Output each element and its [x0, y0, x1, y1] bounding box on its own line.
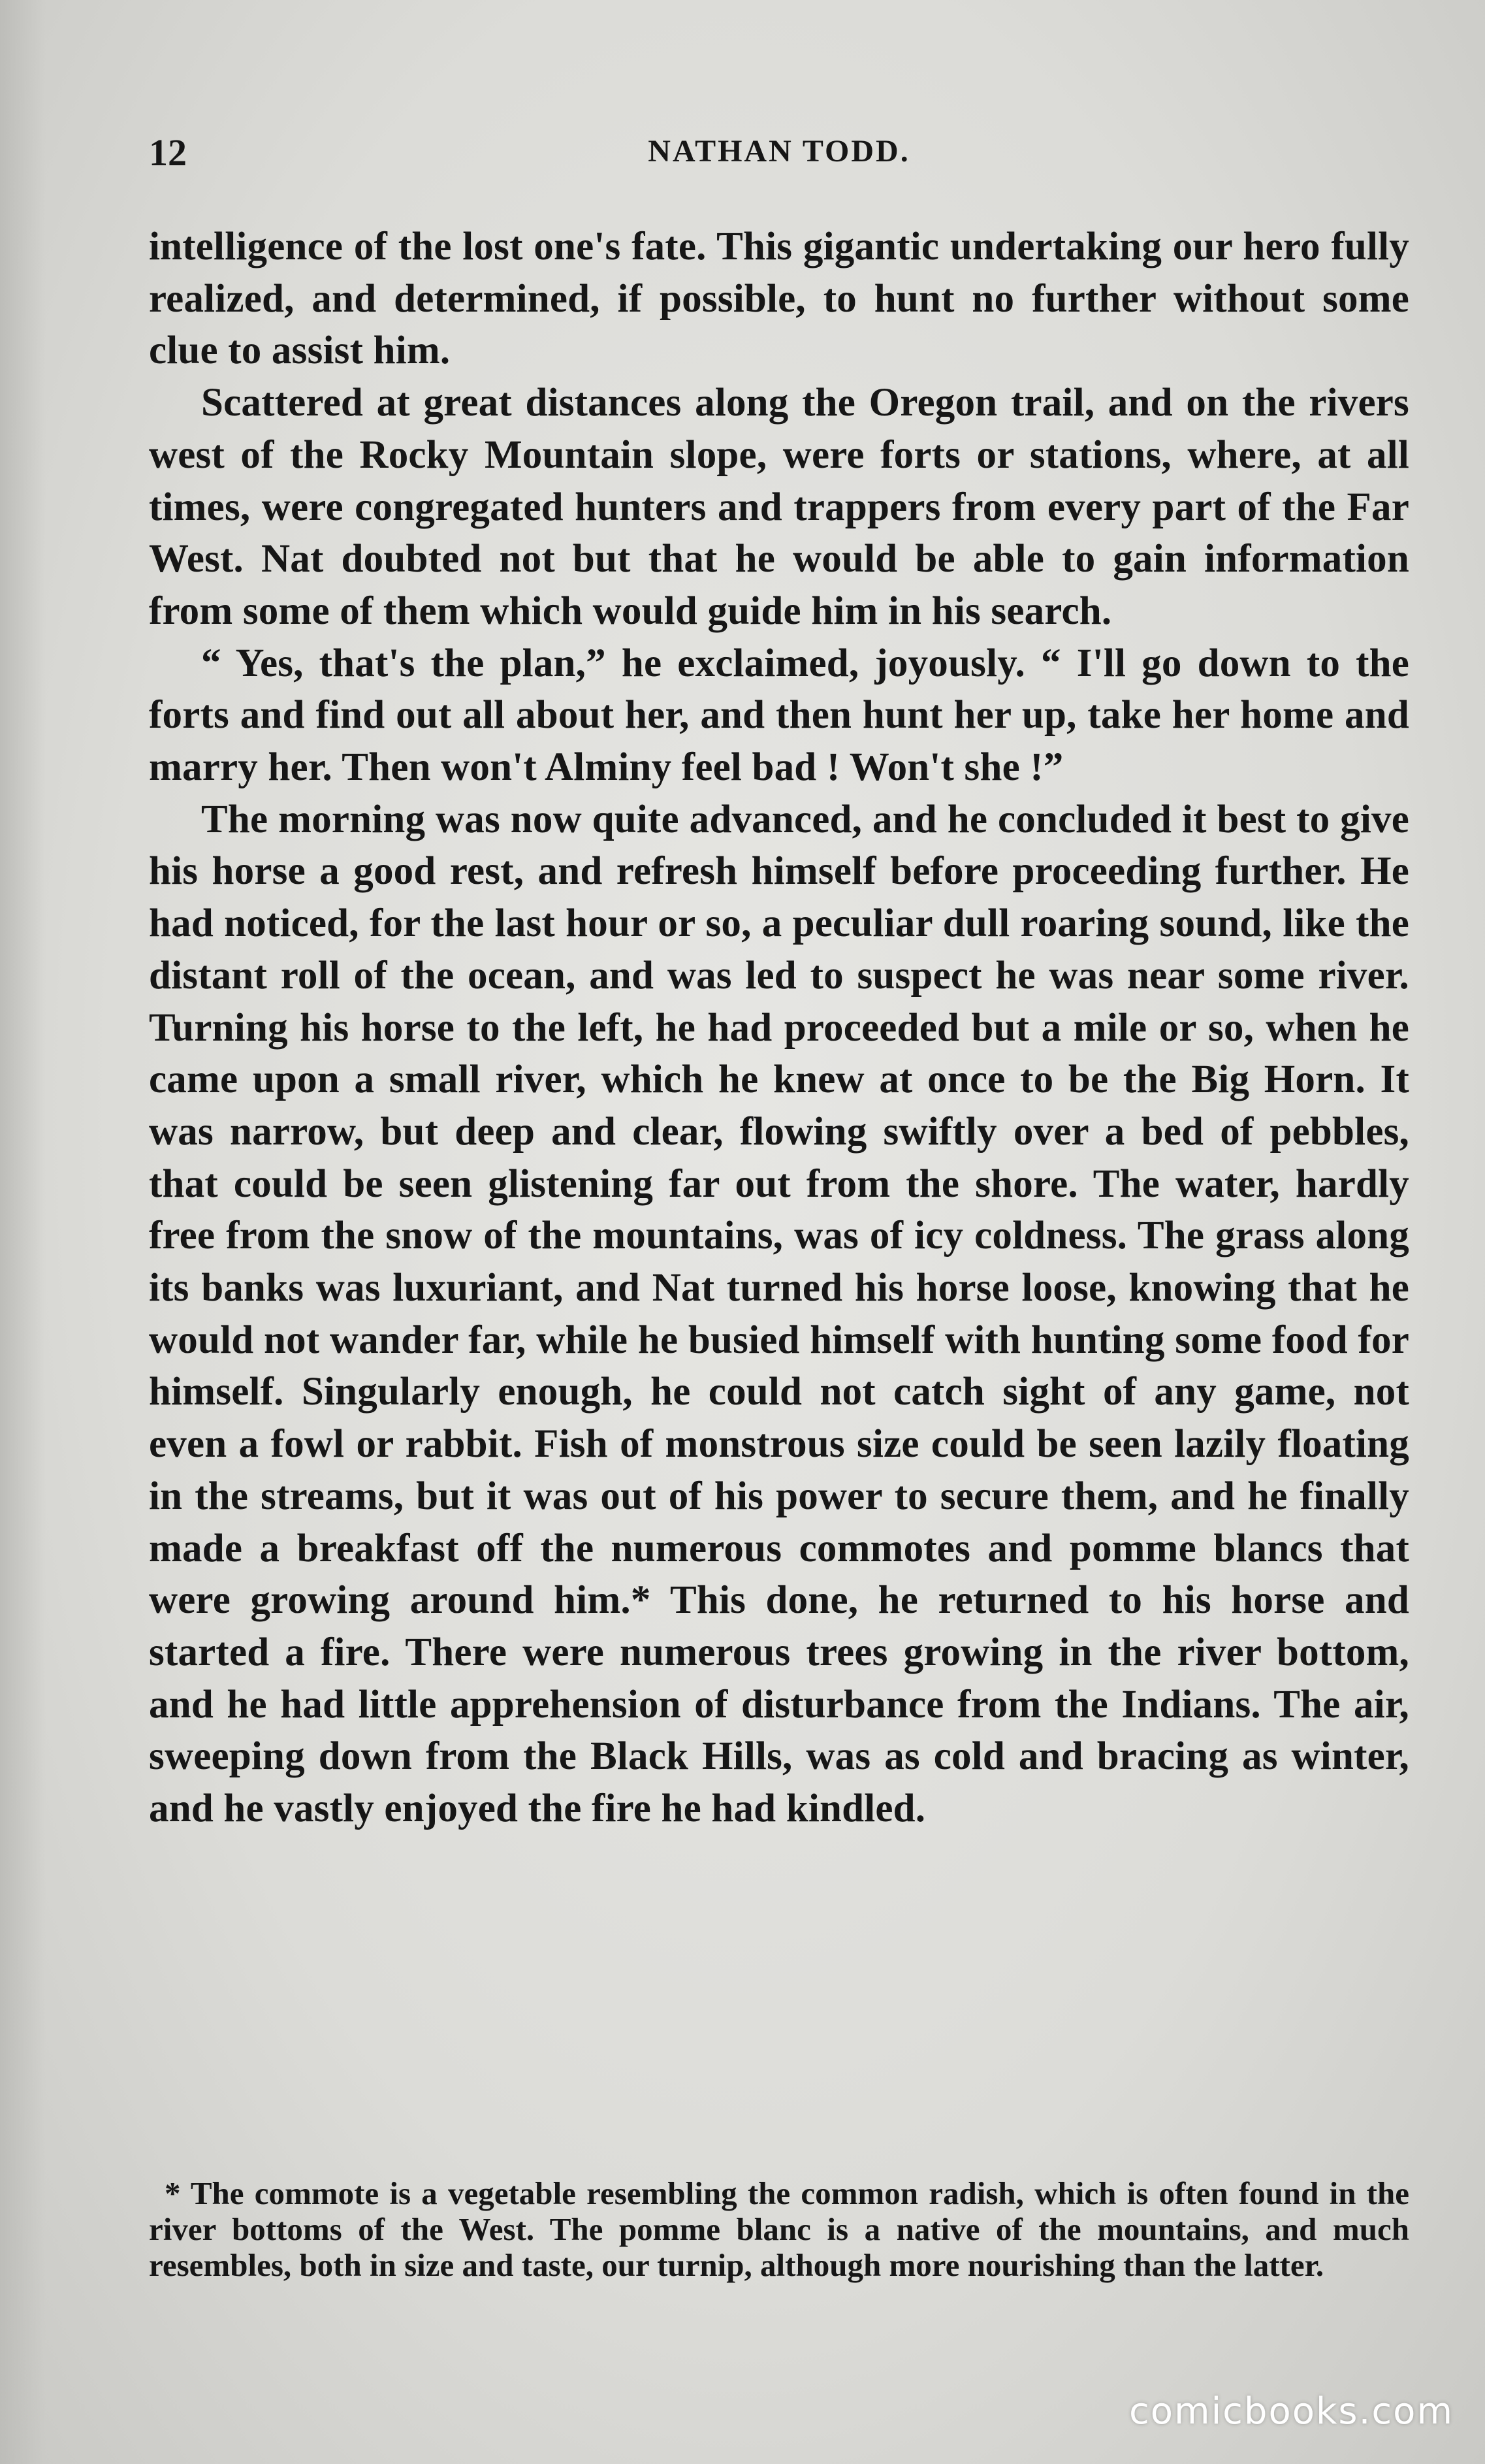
paragraph-2: Scattered at great distances along the Oregon trail, and on the rivers west of the Rocky Mountain slope, were forts or stations, where, at all times, were congregated hunters and trappers from every part of the Far West. Nat doubted not but that he would be able to gain information from some of them which would guide him in his search. [149, 381, 1409, 633]
paragraph-4: The morning was now quite advanced, and he concluded it best to give his horse a good rest, and refresh himself before proceeding further. He had noticed, for the last hour or so, a peculiar dull roaring sound, like the distant roll of the ocean, and was led to suspect he was near some river. Turning his horse to the left, he had proceeded but a mile or so, when he came upon a small river, which he knew at once to be the Big Horn. It was narrow, but deep and clear, flowing swiftly over a bed of pebbles, that could be seen glistening far out from the shore. The water, hardly free from the snow of the mountains, was of icy coldness. The grass along its banks was luxuriant, and Nat turned his horse loose, knowing that he would not wander far, while he busied himself with hunting some food for himself. Singularly enough, he could not catch sight of any game, not even a fowl or rabbit. Fish of monstrous size could be seen lazily floating in the streams, but it was out of his power to secure them, and he finally made a breakfast off the numerous commotes and pomme blancs that were growing around him.* This done, he returned to his horse and started a fire. There were numerous trees growing in the river bottom, and he had little apprehension of disturbance from the Indians. The air, sweeping down from the Black Hills, was as cold and bracing as winter, and he vastly enjoyed the fire he had kindled. [149, 797, 1409, 1831]
page-number: 12 [149, 131, 187, 174]
footnote [149, 2175, 1409, 2283]
watermark: comicbooks.com [1128, 2390, 1454, 2433]
paragraph-3: “ Yes, that's the plan,” he exclaimed, joyously. “ I'll go down to the forts and find out all about her, and then hunt her up, take her home and marry her. Then won't Alminy feel bad ! Won't she !” [149, 641, 1409, 790]
page-header [149, 131, 1409, 176]
running-head: NATHAN TODD. [648, 134, 910, 169]
paragraph-1: intelligence of the lost one's fate. This gigantic undertaking our hero fully realized, and determined, if possible, to hunt no further without some clue to assist him. [149, 225, 1409, 373]
body-text [149, 221, 1409, 1835]
footnote-text: * The commote is a vegetable resembling the common radish, which is often found in the river bottoms of the West. The pomme blanc is a native of the mountains, and much resembles, both in size and taste, our turnip, although more nourishing than the latter. [149, 2175, 1409, 2283]
